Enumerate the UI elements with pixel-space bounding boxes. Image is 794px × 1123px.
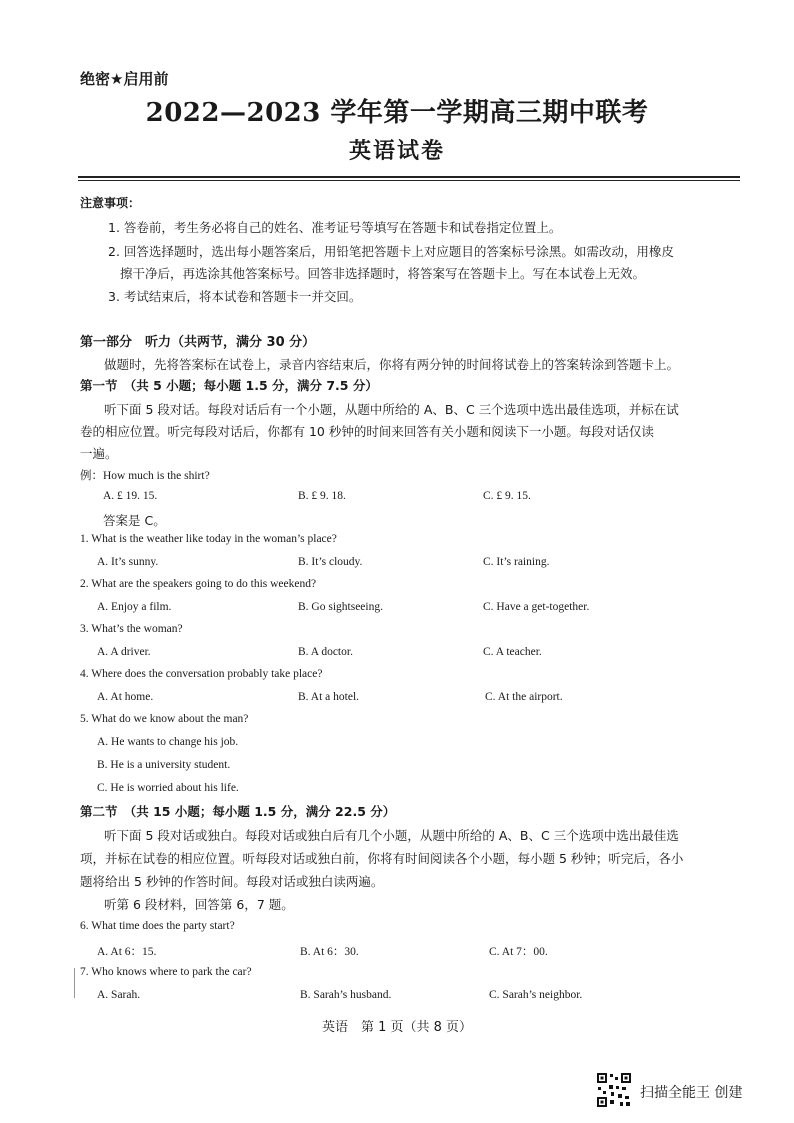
q6-option-c: C. At 7：00. (489, 946, 548, 958)
question-4: 4. Where does the conversation probably take place? (80, 668, 323, 680)
question-1: 1. What is the weather like today in the woman’s place? (80, 533, 337, 545)
section1-intro-line-3: 一遍。 (80, 446, 118, 461)
notice-item-2-line-2: 擦干净后，再选涂其他答案标号。回答非选择题时，将答案写在答题卡上。写在本试卷上无效。 (120, 266, 646, 281)
q2-option-a: A. Enjoy a film. (97, 601, 172, 613)
material-6-instruction: 听第 6 段材料，回答第 6，7 题。 (104, 897, 294, 912)
q7-option-b: B. Sarah’s husband. (300, 989, 392, 1001)
exam-title: 2022—2023 学年第一学期高三期中联考 (145, 98, 649, 128)
notice-heading: 注意事项： (80, 196, 141, 210)
notice-item-3: 3. 考试结束后，将本试卷和答题卡一并交回。 (108, 289, 362, 304)
notice-item-1: 1. 答卷前，考生务必将自己的姓名、准考证号等填写在答题卡和试卷指定位置上。 (108, 220, 562, 235)
section2-intro-line-1: 听下面 5 段对话或独白。每段对话或独白后有几个小题，从题中所给的 A、B、C 三个选项中选出最佳选 (104, 828, 679, 843)
page-number: 英语 第 1 页（共 8 页） (321, 1020, 473, 1035)
q5-option-c: C. He is worried about his life. (97, 782, 239, 794)
q7-option-a: A. Sarah. (97, 989, 141, 1001)
example-option-a: A. £ 19. 15. (103, 490, 158, 502)
divider-thin (78, 180, 740, 181)
example-question: 例：How much is the shirt? (80, 470, 210, 482)
section1-intro-line-1: 听下面 5 段对话。每段对话后有一个小题，从题中所给的 A、B、C 三个选项中选出最佳选项，并标在试 (104, 402, 679, 417)
qr-code-icon (596, 1072, 632, 1108)
q1-option-b: B. It’s cloudy. (298, 556, 363, 568)
q5-option-a: A. He wants to change his job. (97, 736, 239, 748)
q5-option-b: B. He is a university student. (97, 759, 231, 771)
q2-option-b: B. Go sightseeing. (298, 601, 383, 613)
margin-line (74, 968, 75, 998)
q1-option-a: A. It’s sunny. (97, 556, 159, 568)
section1-heading: 第一节 （共 5 小题；每小题 1.5 分，满分 7.5 分） (80, 378, 378, 393)
divider-thick (78, 176, 740, 178)
scanner-watermark: 扫描全能王 创建 (640, 1085, 743, 1101)
section2-intro-line-2: 项，并标在试卷的相应位置。听每段对话或独白前，你将有时间阅读各个小题，每小题 5 秒钟；听完后，各小 (80, 851, 684, 866)
question-5: 5. What do we know about the man? (80, 713, 249, 725)
q4-option-b: B. At a hotel. (298, 691, 360, 703)
question-3: 3. What’s the woman? (80, 623, 183, 635)
q6-option-b: B. At 6：30. (300, 946, 359, 958)
q1-option-c: C. It’s raining. (483, 556, 550, 568)
section1-intro-line-2: 卷的相应位置。听完每段对话后，你都有 10 秒钟的时间来回答有关小题和阅读下一小题。每段对话仅读 (80, 424, 654, 439)
q3-option-b: B. A doctor. (298, 646, 353, 658)
question-2: 2. What are the speakers going to do this weekend? (80, 578, 317, 590)
question-7: 7. Who knows where to park the car? (80, 966, 252, 978)
example-option-b: B. £ 9. 18. (298, 490, 346, 502)
example-option-c: C. £ 9. 15. (483, 490, 531, 502)
exam-subtitle: 英语试卷 (348, 139, 445, 164)
q2-option-c: C. Have a get-together. (483, 601, 590, 613)
notice-item-2-line-1: 2. 回答选择题时，选出每小题答案后，用铅笔把答题卡上对应题目的答案标号涂黑。如需改动，用橡皮 (108, 244, 674, 259)
q4-option-c: C. At the airport. (485, 691, 563, 703)
confidential-label: 绝密★启用前 (80, 70, 169, 88)
part1-intro: 做题时，先将答案标在试卷上，录音内容结束后，你将有两分钟的时间将试卷上的答案转涂到答题卡上。 (104, 357, 680, 372)
example-answer: 答案是 C。 (103, 513, 166, 528)
q4-option-a: A. At home. (97, 691, 154, 703)
section2-intro-line-3: 题将给出 5 秒钟的作答时间。每段对话或独白读两遍。 (80, 874, 384, 889)
part1-heading: 第一部分 听力（共两节，满分 30 分） (80, 335, 316, 350)
q6-option-a: A. At 6：15. (97, 946, 157, 958)
q3-option-a: A. A driver. (97, 646, 151, 658)
q7-option-c: C. Sarah’s neighbor. (489, 989, 583, 1001)
section2-heading: 第二节 （共 15 小题；每小题 1.5 分，满分 22.5 分） (80, 804, 396, 819)
question-6: 6. What time does the party start? (80, 920, 235, 932)
q3-option-c: C. A teacher. (483, 646, 542, 658)
